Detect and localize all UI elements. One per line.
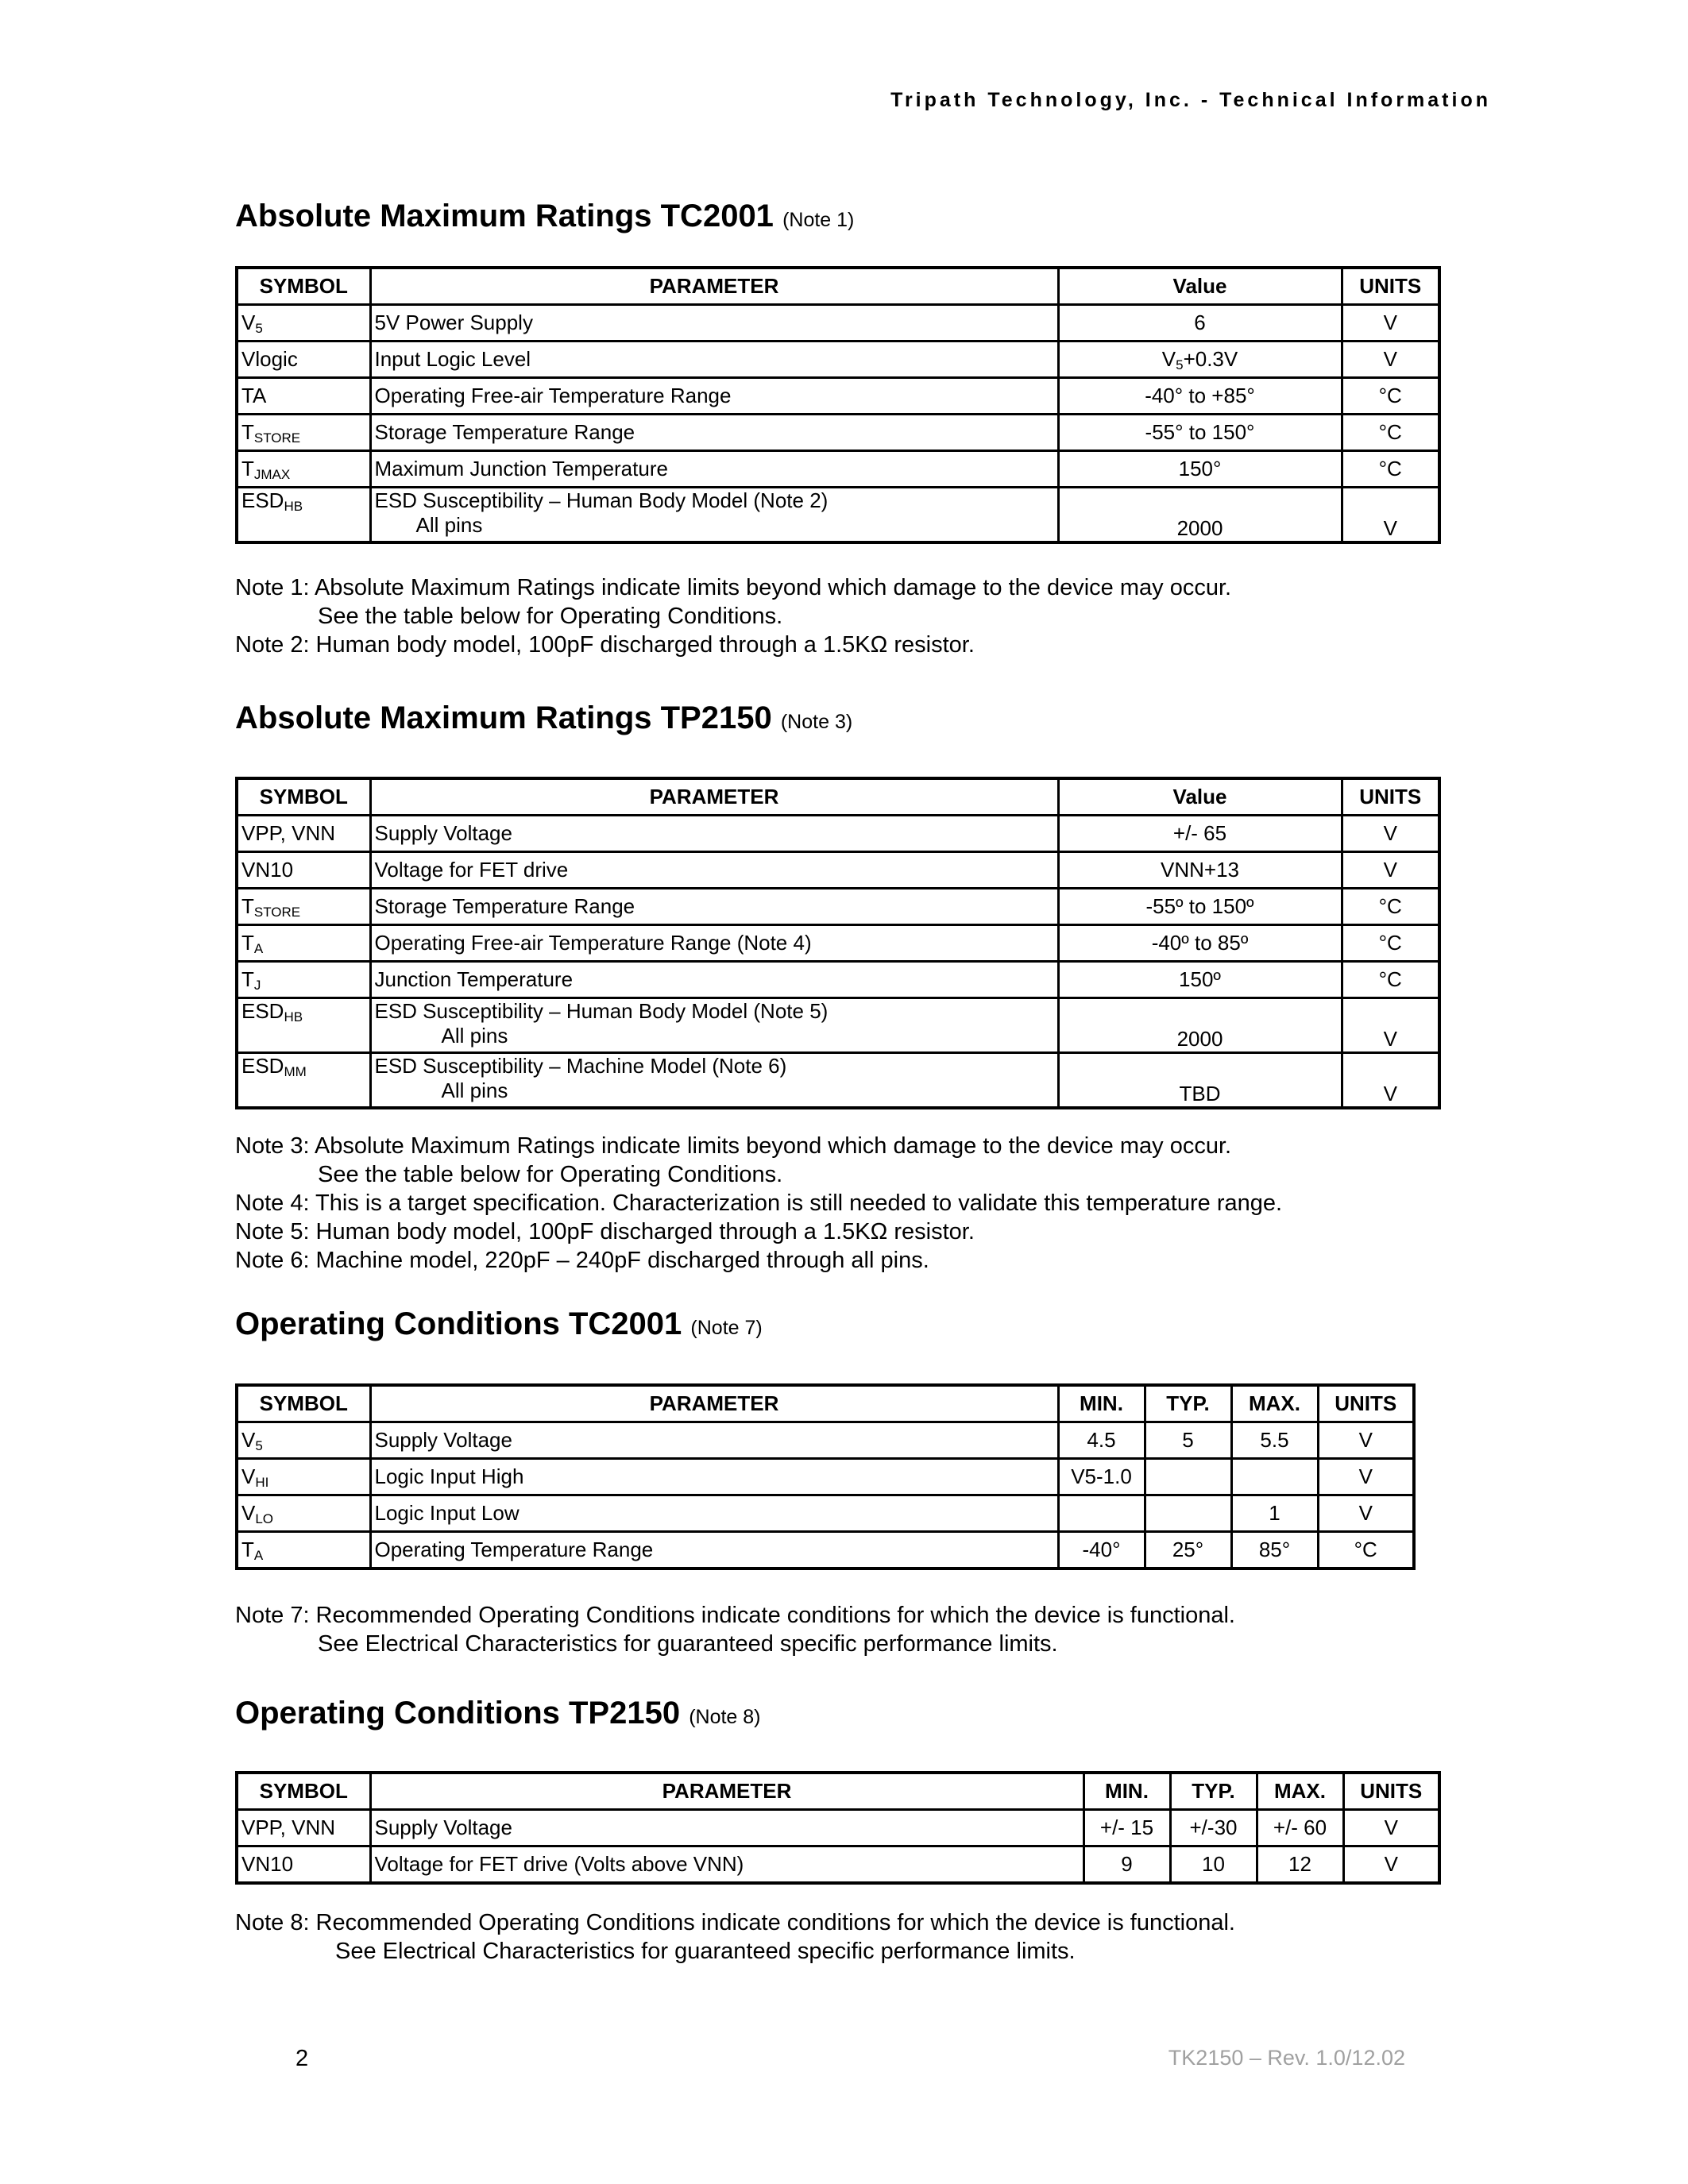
value-cell: 150º [1058, 962, 1342, 998]
table-header-row [237, 778, 1439, 816]
col-header: SYMBOL [237, 1385, 370, 1422]
units-cell: V [1318, 1422, 1414, 1459]
table-header-row [237, 268, 1439, 305]
table-row [237, 925, 1439, 962]
notes-block [235, 1908, 1235, 1966]
value-cell: $V_5+0.3V$ [1058, 341, 1342, 378]
col-header: PARAMETER [370, 268, 1058, 305]
symbol-cell: VN10 [237, 1846, 370, 1884]
col-header: Value [1058, 268, 1342, 305]
units-cell: V [1318, 1495, 1414, 1532]
table-row [237, 962, 1439, 998]
document-revision: TK2150 – Rev. 1.0/12.02 [1168, 2046, 1405, 2070]
operating-conditions-tp2150-table [235, 1771, 1441, 1885]
table-row [237, 998, 1439, 1053]
notes-block [235, 1132, 1282, 1275]
units-cell: V [1343, 1810, 1439, 1846]
parameter-cell: Supply Voltage [370, 816, 1058, 852]
parameter-cell: Junction Temperature [370, 962, 1058, 998]
units-cell: V [1318, 1459, 1414, 1495]
parameter-cell: Storage Temperature Range [370, 889, 1058, 925]
col-header: UNITS [1318, 1385, 1414, 1422]
min-cell: 9 [1083, 1846, 1170, 1884]
parameter-cell: Supply Voltage [370, 1422, 1058, 1459]
max-cell [1231, 1459, 1318, 1495]
table-row [237, 889, 1439, 925]
symbol-cell: $T_J$ [237, 962, 370, 998]
col-header: TYP. [1170, 1773, 1257, 1810]
units-cell: °C [1342, 415, 1439, 451]
symbol-cell: VPP, VNN [237, 1810, 370, 1846]
col-header: SYMBOL [237, 268, 370, 305]
symbol-cell: $T_{JMAX}$ [237, 451, 370, 488]
value-cell: -55° to 150° [1058, 415, 1342, 451]
symbol-cell: $ESD_{MM}$ [237, 1053, 370, 1109]
typ-cell: +/-30 [1170, 1810, 1257, 1846]
symbol-cell: VPP, VNN [237, 816, 370, 852]
section-title-text: Operating Conditions TP2150 [235, 1696, 681, 1731]
symbol-cell: $T_{STORE}$ [237, 415, 370, 451]
page-number: 2 [295, 2046, 309, 2071]
table-header-row [237, 1773, 1439, 1810]
units-cell: V [1342, 305, 1439, 341]
min-cell: +/- 15 [1083, 1810, 1170, 1846]
symbol-cell: $V_5$ [237, 305, 370, 341]
table-row [237, 1422, 1414, 1459]
table-header-row [237, 1385, 1414, 1422]
units-cell: °C [1342, 962, 1439, 998]
parameter-cell: Logic Input Low [370, 1495, 1058, 1532]
max-cell: 12 [1257, 1846, 1343, 1884]
table-row [237, 1053, 1439, 1109]
min-cell [1058, 1495, 1145, 1532]
max-cell: 1 [1231, 1495, 1318, 1532]
col-header: UNITS [1342, 268, 1439, 305]
units-cell: °C [1342, 451, 1439, 488]
note-line: See the table below for Operating Conditions. [318, 1162, 783, 1187]
parameter-cell: Supply Voltage [370, 1810, 1083, 1846]
parameter-cell: Operating Free-air Temperature Range (Note 4) [370, 925, 1058, 962]
value-cell: 2000 [1058, 488, 1342, 543]
parameter-cell: Storage Temperature Range [370, 415, 1058, 451]
value-cell: VNN+13 [1058, 852, 1342, 889]
symbol-cell: $V_{LO}$ [237, 1495, 370, 1532]
section-title-note: (Note 7) [690, 1317, 763, 1339]
value-cell: +/- 65 [1058, 816, 1342, 852]
section-title-text: Operating Conditions TC2001 [235, 1306, 682, 1341]
table-row [237, 816, 1439, 852]
col-header: PARAMETER [370, 778, 1058, 816]
section-title-note: (Note 1) [782, 209, 855, 231]
col-header: MAX. [1257, 1773, 1343, 1810]
table-row [237, 1495, 1414, 1532]
parameter-cell: Logic Input High [370, 1459, 1058, 1495]
note-line: See Electrical Characteristics for guaranteed specific performance limits. [335, 1939, 1076, 1964]
units-cell: °C [1342, 378, 1439, 415]
col-header: MIN. [1058, 1385, 1145, 1422]
units-cell: V [1342, 1053, 1439, 1109]
section-title-text: Absolute Maximum Ratings TP2150 [235, 700, 772, 735]
section-title [235, 199, 854, 234]
table-row [237, 415, 1439, 451]
table-row [237, 305, 1439, 341]
parameter-cell: ESD Susceptibility – Human Body Model (Note 5) All pins [370, 998, 1058, 1053]
symbol-cell: TA [237, 378, 370, 415]
section-title [235, 1696, 761, 1731]
note-line: Note 7: Recommended Operating Conditions indicate conditions for which the device is functional. [235, 1603, 1235, 1628]
col-header: UNITS [1342, 778, 1439, 816]
section-title [235, 700, 852, 736]
table-row [237, 1810, 1439, 1846]
abs-max-ratings-tc2001-table [235, 266, 1441, 544]
note-line: Note 8: Recommended Operating Conditions indicate conditions for which the device is functional. [235, 1910, 1235, 1935]
table-row [237, 488, 1439, 543]
symbol-cell: $V_{HI}$ [237, 1459, 370, 1495]
parameter-cell: Voltage for FET drive (Volts above VNN) [370, 1846, 1083, 1884]
symbol-cell: $ESD_{HB}$ [237, 998, 370, 1053]
units-cell: V [1342, 998, 1439, 1053]
symbol-cell: $ESD_{HB}$ [237, 488, 370, 543]
col-header: UNITS [1343, 1773, 1439, 1810]
symbol-cell: $T_A$ [237, 925, 370, 962]
page-header: Tripath Technology, Inc. - Technical Information [890, 89, 1491, 111]
min-cell: -40° [1058, 1532, 1145, 1569]
abs-max-ratings-tp2150-table [235, 777, 1441, 1109]
col-header: PARAMETER [370, 1773, 1083, 1810]
notes-block [235, 1601, 1235, 1658]
table-row [237, 852, 1439, 889]
table-row [237, 341, 1439, 378]
value-cell: -40° to +85° [1058, 378, 1342, 415]
table-row [237, 378, 1439, 415]
symbol-cell: VN10 [237, 852, 370, 889]
operating-conditions-tc2001-table [235, 1383, 1416, 1570]
col-header: SYMBOL [237, 778, 370, 816]
note-line: See Electrical Characteristics for guaranteed specific performance limits. [318, 1631, 1058, 1657]
value-cell: -55º to 150º [1058, 889, 1342, 925]
parameter-cell: Input Logic Level [370, 341, 1058, 378]
value-cell: -40º to 85º [1058, 925, 1342, 962]
units-cell: V [1342, 852, 1439, 889]
col-header: Value [1058, 778, 1342, 816]
value-cell: TBD [1058, 1053, 1342, 1109]
section-title-note: (Note 8) [689, 1706, 761, 1728]
col-header: PARAMETER [370, 1385, 1058, 1422]
units-cell: V [1342, 816, 1439, 852]
typ-cell: 10 [1170, 1846, 1257, 1884]
parameter-cell: ESD Susceptibility – Machine Model (Note 6) All pins [370, 1053, 1058, 1109]
table-row [237, 451, 1439, 488]
units-cell: V [1343, 1846, 1439, 1884]
parameter-cell: Voltage for FET drive [370, 852, 1058, 889]
typ-cell [1145, 1459, 1231, 1495]
note-line: Note 4: This is a target specification. Characterization is still needed to validate this temperature range. [235, 1190, 1283, 1216]
units-cell: V [1342, 341, 1439, 378]
col-header: SYMBOL [237, 1773, 370, 1810]
max-cell: 85° [1231, 1532, 1318, 1569]
section-title-note: (Note 3) [780, 711, 853, 733]
section-title-text: Absolute Maximum Ratings TC2001 [235, 199, 774, 233]
note-line: Note 6: Machine model, 220pF – 240pF discharged through all pins. [235, 1248, 929, 1273]
parameter-cell: ESD Susceptibility – Human Body Model (Note 2) All pins [370, 488, 1058, 543]
symbol-cell: $V_5$ [237, 1422, 370, 1459]
note-line: See the table below for Operating Conditions. [318, 604, 783, 629]
max-cell: +/- 60 [1257, 1810, 1343, 1846]
value-cell: 6 [1058, 305, 1342, 341]
units-cell: °C [1342, 889, 1439, 925]
symbol-cell: Vlogic [237, 341, 370, 378]
table-row [237, 1846, 1439, 1884]
parameter-cell: Operating Temperature Range [370, 1532, 1058, 1569]
note-line: Note 5: Human body model, 100pF discharged through a 1.5KΩ resistor. [235, 1219, 975, 1244]
min-cell: V5-1.0 [1058, 1459, 1145, 1495]
table-row [237, 1459, 1414, 1495]
max-cell: 5.5 [1231, 1422, 1318, 1459]
typ-cell: 25° [1145, 1532, 1231, 1569]
units-cell: °C [1342, 925, 1439, 962]
parameter-cell: Operating Free-air Temperature Range [370, 378, 1058, 415]
units-cell: V [1342, 488, 1439, 543]
note-line: Note 2: Human body model, 100pF discharged through a 1.5KΩ resistor. [235, 632, 975, 658]
units-cell: °C [1318, 1532, 1414, 1569]
table-row [237, 1532, 1414, 1569]
typ-cell [1145, 1495, 1231, 1532]
note-line: Note 1: Absolute Maximum Ratings indicate limits beyond which damage to the device may occur. [235, 575, 1232, 600]
section-title [235, 1306, 763, 1342]
typ-cell: 5 [1145, 1422, 1231, 1459]
parameter-cell: Maximum Junction Temperature [370, 451, 1058, 488]
parameter-cell: 5V Power Supply [370, 305, 1058, 341]
note-line: Note 3: Absolute Maximum Ratings indicate limits beyond which damage to the device may occur. [235, 1133, 1232, 1159]
value-cell: 150° [1058, 451, 1342, 488]
notes-block [235, 573, 1231, 659]
col-header: MIN. [1083, 1773, 1170, 1810]
col-header: MAX. [1231, 1385, 1318, 1422]
col-header: TYP. [1145, 1385, 1231, 1422]
symbol-cell: $T_A$ [237, 1532, 370, 1569]
min-cell: 4.5 [1058, 1422, 1145, 1459]
symbol-cell: $T_{STORE}$ [237, 889, 370, 925]
value-cell: 2000 [1058, 998, 1342, 1053]
